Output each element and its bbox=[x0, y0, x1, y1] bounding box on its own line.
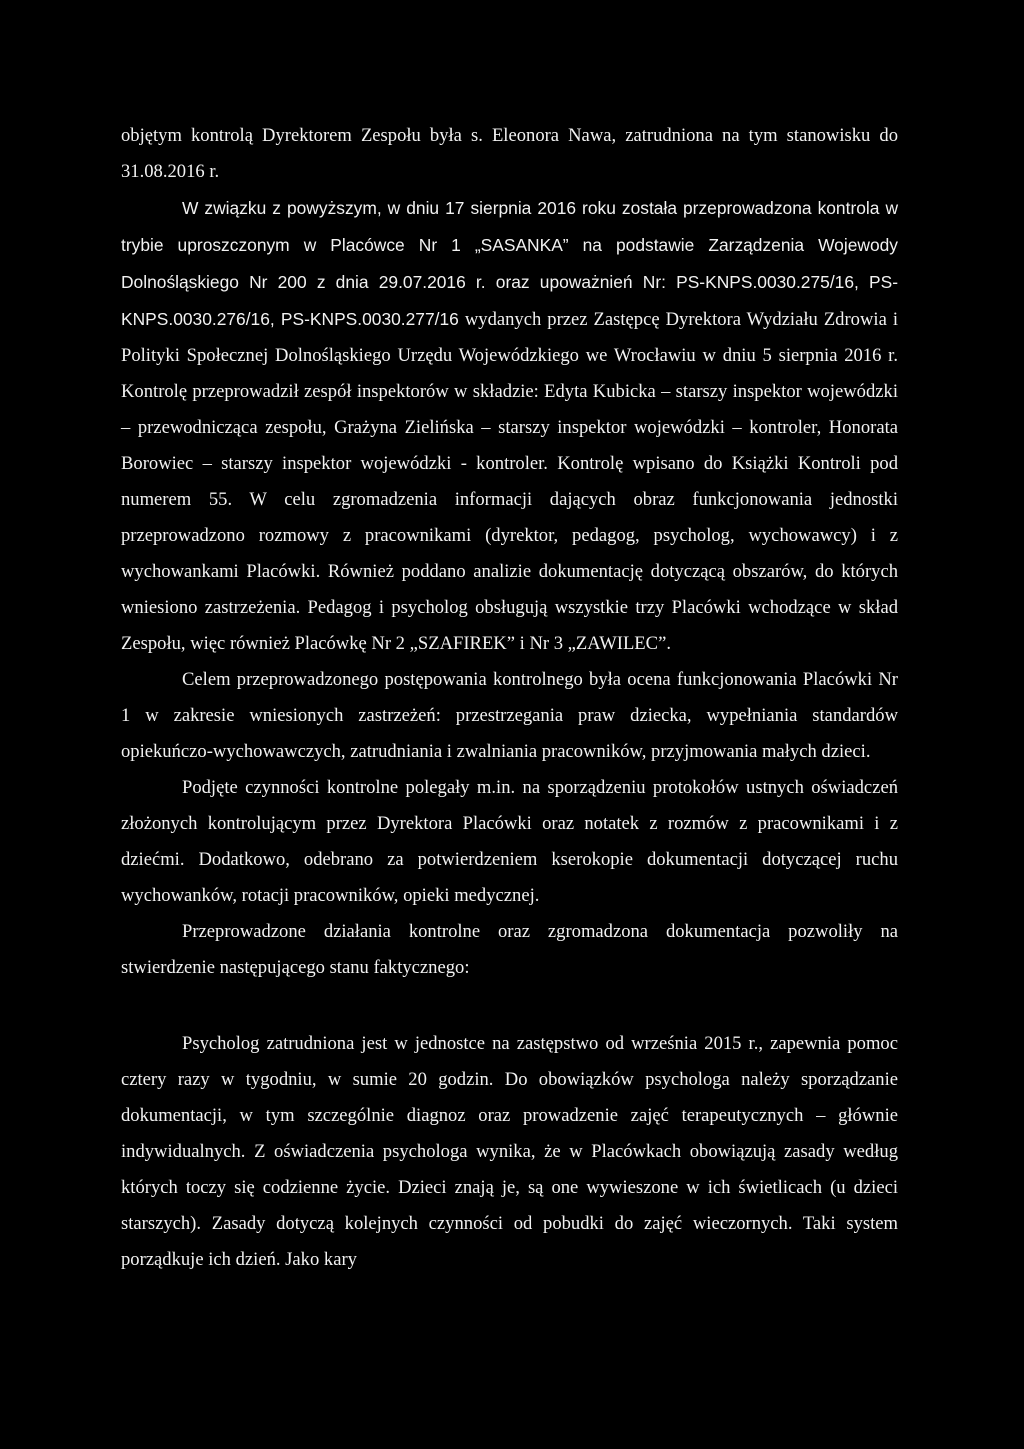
document-page bbox=[121, 118, 898, 1278]
paragraph-inspection-tail: wydanych przez Zastępcę Dyrektora Wydziału Zdrowia i Polityki Społecznej Dolnośląskiego Urzędu Wojewódzkiego we Wrocławiu w dniu 5 sierpnia 2016 r. Kontrolę przeprowadził zespół inspektorów w składzie: Edyta Kubicka – starszy inspektor wojewódzki – przewodnicząca zespołu, Grażyna Zielińska – starszy inspektor wojewódzki – kontroler, Honorata Borowiec – starszy inspektor wojewódzki - kontroler. Kontrolę wpisano do Książki Kontroli pod numerem 55. W celu zgromadzenia informacji dających obraz funkcjonowania jednostki przeprowadzono rozmowy z pracownikami (dyrektor, pedagog, psycholog, wychowawcy) i z wychowankami Placówki. Również poddano analizie dokumentację dotyczącą obszarów, do których wniesiono zastrzeżenia. Pedagog i psycholog obsługują wszystkie trzy Placówki wchodzące w skład Zespołu, więc również Placówkę Nr 2 „SZAFIREK” i Nr 3 „ZAWILEC”. bbox=[121, 309, 898, 654]
paragraph-spacer bbox=[121, 986, 898, 1026]
paragraph-psychologist: Psycholog zatrudniona jest w jednostce na zastępstwo od września 2015 r., zapewnia pomoc cztery razy w tygodniu, w sumie 20 godzin. Do obowiązków psychologa należy sporządzanie dokumentacji, w tym szczególnie diagnoz oraz prowadzenie zajęć terapeutycznych – głównie indywidualnych. Z oświadczenia psychologa wynika, że w Placówkach obowiązują zasady według których toczy się codzienne życie. Dzieci znają je, są one wywieszone w ich świetlicach (u dzieci starszych). Zasady dotyczą kolejnych czynności od pobudki do zajęć wieczornych. Taki system porządkuje ich dzień. Jako kary bbox=[121, 1033, 898, 1270]
paragraph-inspection-head: W związku z powyższym, w dniu 17 sierpnia 2016 roku została przeprowadzona kontrola w trybie uproszczonym w Placówce Nr 1 „SASANKA” na podstawie Zarządzenia Wojewody Dolnośląskiego Nr 200 z dnia 29.07.2016 r. oraz upoważnień Nr: PS-KNPS.0030.275/16, PS-KNPS.0030.276/16, PS-KNPS.0030.277/16 bbox=[121, 198, 898, 329]
paragraph-activities: Podjęte czynności kontrolne polegały m.in. na sporządzeniu protokołów ustnych oświadczeń złożonych kontrolującym przez Dyrektora Placówki oraz notatek z rozmów z pracownikami i z dziećmi. Dodatkowo, odebrano za potwierdzeniem kserokopie dokumentacji dotyczącej ruchu wychowanków, rotacji pracowników, opieki medycznej. bbox=[121, 777, 898, 906]
paragraph-purpose: Celem przeprowadzonego postępowania kontrolnego była ocena funkcjonowania Placówki Nr 1 w zakresie wniesionych zastrzeżeń: przestrzegania praw dziecka, wypełniania standardów opiekuńczo-wychowawczych, zatrudniania i zwalniania pracowników, przyjmowania małych dzieci. bbox=[121, 669, 898, 762]
paragraph-inspection bbox=[121, 190, 898, 662]
paragraph-findings-intro: Przeprowadzone działania kontrolne oraz zgromadzona dokumentacja pozwoliły na stwierdzenie następującego stanu faktycznego: bbox=[121, 921, 898, 978]
paragraph-intro: objętym kontrolą Dyrektorem Zespołu była s. Eleonora Nawa, zatrudniona na tym stanowisku do 31.08.2016 r. bbox=[121, 125, 898, 182]
